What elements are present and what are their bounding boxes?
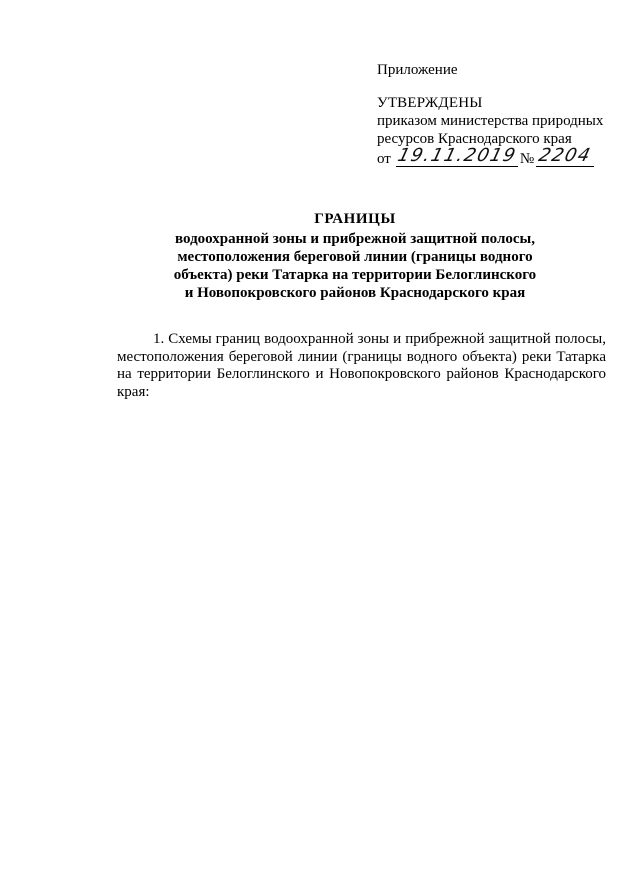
order-number-field [536, 147, 594, 167]
order-date-field [396, 147, 518, 167]
heading-line-1: водоохранной зоны и прибрежной защитной полосы, [175, 231, 535, 247]
approval-block [377, 61, 617, 168]
handwritten-number: 2204 [536, 145, 594, 166]
number-sign: № [519, 151, 535, 167]
spacer [377, 79, 617, 94]
paragraph-1: 1. Схемы границ водоохранной зоны и прибрежной защитной полосы, местоположения береговой линии (границы водного объекта) реки Татарка на территории Белоглинского и Новопокровского районов Краснодарского края: [117, 331, 606, 400]
heading-line-2: местоположения береговой линии (границы водного [177, 249, 533, 265]
from-label: от [377, 151, 391, 167]
body-text [117, 331, 606, 401]
order-date-number-line [377, 145, 617, 168]
heading-line-3: объекта) реки Татарка на территории Белоглинского [173, 267, 537, 283]
document-heading [140, 210, 570, 302]
appendix-label: Приложение [377, 62, 458, 78]
order-line-2: ресурсов Краснодарского края [377, 131, 572, 147]
approved-label: УТВЕРЖДЕНЫ [377, 95, 483, 111]
order-line-1: приказом министерства природных [377, 113, 604, 129]
heading-line-4: и Новопокровского районов Краснодарского края [184, 285, 526, 301]
heading-title: ГРАНИЦЫ [314, 211, 396, 227]
handwritten-date: 19.11.2019 [395, 145, 519, 166]
